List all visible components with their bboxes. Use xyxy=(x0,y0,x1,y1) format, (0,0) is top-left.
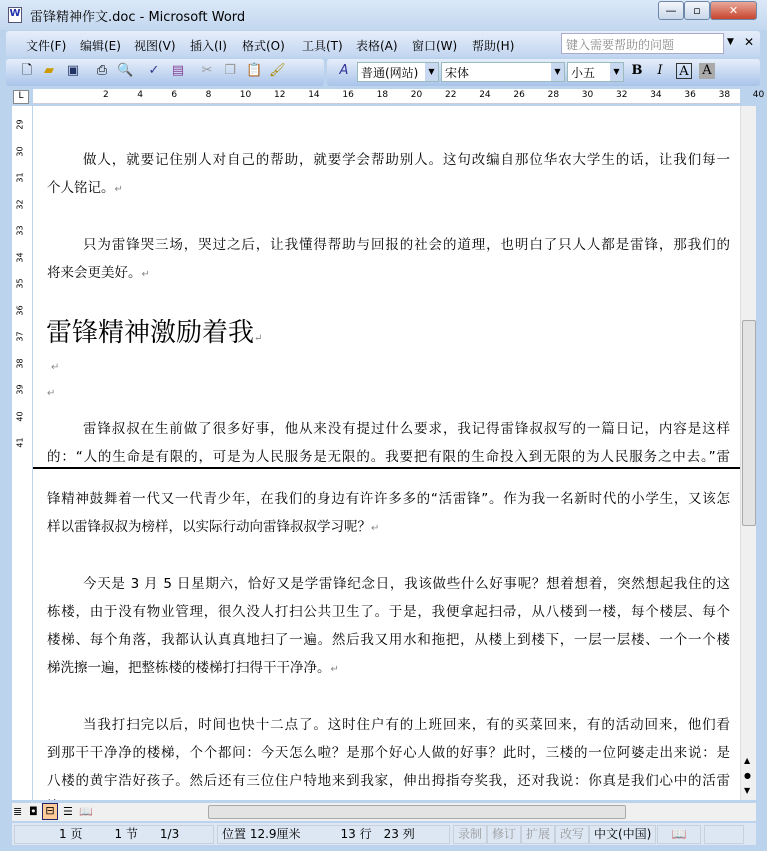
paragraph-mark: ↵ xyxy=(51,362,60,373)
copy-icon[interactable]: ❐ xyxy=(224,63,236,78)
page-break-line xyxy=(33,467,740,469)
font-value: 宋体 xyxy=(445,66,470,80)
vruler-tick: 39 xyxy=(15,384,25,395)
text-line: 锋精神鼓舞着一代又一代青少年，在我们的身边有许许多多的“活雷锋”。作为我一名新时代的小学生，又该怎 xyxy=(47,491,730,507)
menu-file[interactable]: 文件(F) xyxy=(26,39,67,53)
paste-icon[interactable]: 📋 xyxy=(246,63,263,78)
ruler-tick: 12 xyxy=(274,90,286,100)
spelling-icon[interactable]: ✓ xyxy=(148,63,160,78)
menu-view[interactable]: 视图(V) xyxy=(134,39,176,53)
ruler-tick: 32 xyxy=(616,90,628,100)
browse-object-icon[interactable]: ● xyxy=(744,771,751,780)
text-line: 八楼的黄宇浩好孩子。然后还有三位住户特地来到我家，伸出拇指夸奖我，还对我说：你真是我们心中的活雷 xyxy=(47,773,730,789)
ruler-tick: 40 xyxy=(752,90,765,100)
ruler-tick: 22 xyxy=(445,90,457,100)
scroll-thumb[interactable] xyxy=(742,320,756,526)
paragraph-mark: ↵ xyxy=(47,388,56,399)
style-value: 普通(网站) xyxy=(361,66,419,80)
close-button[interactable]: ✕ xyxy=(710,1,757,20)
status-empty xyxy=(704,825,744,844)
ruler-tick: 16 xyxy=(342,90,354,100)
italic-button[interactable]: I xyxy=(657,63,663,78)
menu-tools[interactable]: 工具(T) xyxy=(302,39,343,53)
ruler-tick: 38 xyxy=(718,90,731,100)
text-line: 栋楼，由于没有物业管理，很久没人打扫公共卫生了。于是，我便拿起扫帚，从八楼到一楼，每个楼层、每个 xyxy=(47,604,730,620)
minimize-button[interactable]: — xyxy=(658,1,684,20)
title-bar xyxy=(0,0,767,30)
open-icon[interactable]: ▰ xyxy=(44,63,54,78)
next-page-icon[interactable]: ▼ xyxy=(744,786,751,795)
document-page[interactable] xyxy=(33,106,740,800)
chevron-down-icon: ▼ xyxy=(425,63,438,81)
text-line: 样以雷锋叔叔为榜样，以实际行动向雷锋叔叔学习呢？↵ xyxy=(47,519,380,535)
vruler-tick: 35 xyxy=(15,278,25,289)
vruler-tick: 30 xyxy=(15,145,25,157)
vertical-scrollbar[interactable] xyxy=(740,106,756,800)
menu-table[interactable]: 表格(A) xyxy=(356,39,398,53)
char-border-button[interactable]: A xyxy=(676,63,692,79)
print-preview-icon[interactable]: 🔍 xyxy=(117,63,134,78)
text-line: 将来会更美好。↵ xyxy=(47,265,150,281)
print-layout-view-icon[interactable]: ⊟ xyxy=(42,803,58,820)
text-line: 的：“人的生命是有限的，可是为人民服务是无限的。我要把有限的生命投入到无限的为人民服务之中去。”雷 xyxy=(47,449,730,465)
char-shading-button[interactable]: A xyxy=(699,63,715,79)
heading: 雷锋精神激励着我↵ xyxy=(46,318,263,348)
menu-help[interactable]: 帮助(H) xyxy=(472,39,515,53)
text-line: 今天是 3 月 5 日星期六，恰好又是学雷锋纪念日，我该做些什么好事呢？想着想着，突然想起我住的这 xyxy=(83,576,730,592)
styles-icon[interactable]: A xyxy=(339,63,349,78)
hscroll-thumb[interactable] xyxy=(208,805,626,819)
font-size-value: 小五 xyxy=(571,66,596,80)
print-icon[interactable]: ⎙ xyxy=(96,63,108,78)
ruler-tick: 24 xyxy=(479,90,491,100)
vruler-tick: 31 xyxy=(15,172,25,183)
web-view-icon[interactable]: ◘ xyxy=(29,805,38,818)
vruler-tick: 37 xyxy=(15,331,25,342)
word-icon: W xyxy=(8,7,22,23)
ruler-tick: 6 xyxy=(171,90,178,100)
save-icon[interactable]: ▣ xyxy=(66,63,80,78)
vruler-tick: 40 xyxy=(15,410,25,422)
status-bar xyxy=(12,823,756,845)
ruler-tick: 18 xyxy=(376,90,389,100)
status-rec[interactable]: 录制 xyxy=(453,825,487,844)
vruler-tick: 29 xyxy=(15,119,25,130)
maximize-button[interactable]: ▫ xyxy=(684,1,710,20)
text-line: 当我打扫完以后，时间也快十二点了。这时住户有的上班回来，有的买菜回来，有的活动回来，他们看 xyxy=(83,717,730,733)
text-line: 楼梯、每个角落，我都认认真真地扫了一遍。然后我又用水和拖把，从楼上到楼下，一层一层楼、一个一个楼 xyxy=(47,632,730,648)
status-page-info: 1 页 1 节 1/3 xyxy=(14,825,214,844)
close-document-icon[interactable]: ✕ xyxy=(744,35,755,49)
text-line: 做人，就要记住别人对自己的帮助，就要学会帮助别人。这句改编自那位华农大学生的话，让我们每一 xyxy=(83,152,730,168)
normal-view-icon[interactable]: ≣ xyxy=(13,805,23,818)
ruler-tick: 20 xyxy=(410,90,423,100)
new-icon[interactable]: 🗋 xyxy=(21,63,33,78)
ruler-tick: 4 xyxy=(137,90,143,100)
text-line: 梯洗擦一遍，把整栋楼的楼梯打扫得干干净净。↵ xyxy=(47,660,339,676)
menu-insert[interactable]: 插入(I) xyxy=(190,39,227,53)
text-line: 只为雷锋哭三场，哭过之后，让我懂得帮助与回报的社会的道理，也明白了只人人都是雷锋，那我们的 xyxy=(83,237,730,253)
ruler-tick: 10 xyxy=(239,90,252,100)
tab-selector[interactable]: L xyxy=(13,90,29,104)
chevron-down-icon: ▼ xyxy=(551,63,564,81)
chevron-down-icon: ▼ xyxy=(610,63,623,81)
ruler-tick: 8 xyxy=(205,90,212,100)
vruler-tick: 38 xyxy=(15,357,25,369)
vruler-tick: 32 xyxy=(15,198,25,210)
format-painter-icon[interactable]: 🖌 xyxy=(269,63,286,78)
research-icon[interactable]: ▤ xyxy=(171,63,185,78)
vruler-tick: 36 xyxy=(15,304,25,316)
vruler-tick: 34 xyxy=(15,251,25,263)
text-line xyxy=(47,795,730,800)
ruler-tick: 34 xyxy=(650,90,662,100)
help-search-input[interactable]: 键入需要帮助的问题 xyxy=(561,33,724,54)
ruler-tick: 14 xyxy=(308,90,320,100)
menu-format[interactable]: 格式(O) xyxy=(242,39,285,53)
ruler-tick: 36 xyxy=(684,90,696,100)
ruler-tick: 26 xyxy=(513,90,525,100)
status-language[interactable]: 中文(中国) xyxy=(589,825,656,844)
ruler-tick: 2 xyxy=(103,90,109,100)
spelling-status-icon[interactable]: 📖 xyxy=(657,825,701,844)
bold-button[interactable]: B xyxy=(631,63,643,78)
help-dropdown-icon[interactable]: ▼ xyxy=(727,37,734,47)
font-size-select[interactable] xyxy=(567,62,624,82)
ruler-tick: 28 xyxy=(547,90,560,100)
vruler-tick: 33 xyxy=(15,225,25,236)
text-line: 到那干干净净的楼梯，个个都问：今天怎么啦？是那个好心人做的好事？此时，三楼的一位阿婆走出来说：是 xyxy=(47,745,730,761)
horizontal-scrollbar[interactable] xyxy=(12,803,756,821)
text-line: 个人铭记。↵ xyxy=(47,180,123,196)
prev-page-icon[interactable]: ▲ xyxy=(744,756,751,765)
vertical-ruler[interactable] xyxy=(12,106,32,800)
status-ovr[interactable]: 改写 xyxy=(555,825,589,844)
style-select[interactable] xyxy=(357,62,439,82)
reading-view-icon[interactable]: 📖 xyxy=(79,805,93,818)
status-ext[interactable]: 扩展 xyxy=(521,825,555,844)
outline-view-icon[interactable]: ☰ xyxy=(63,805,73,818)
font-select[interactable] xyxy=(441,62,565,82)
cut-icon[interactable]: ✂ xyxy=(201,63,213,78)
vruler-tick: 41 xyxy=(15,437,25,448)
status-trk[interactable]: 修订 xyxy=(487,825,521,844)
text-line: 雷锋叔叔在生前做了很多好事，他从来没有提过什么要求，我记得雷锋叔叔写的一篇日记，内容是这样 xyxy=(83,421,730,437)
window-title: 雷锋精神作文.doc - Microsoft Word xyxy=(30,10,246,25)
menu-window[interactable]: 窗口(W) xyxy=(412,39,458,53)
ruler-tick: 30 xyxy=(581,90,594,100)
status-position: 位置 12.9厘米 13 行 23 列 xyxy=(217,825,450,844)
horizontal-ruler[interactable] xyxy=(33,89,765,104)
menu-edit[interactable]: 编辑(E) xyxy=(80,39,121,53)
